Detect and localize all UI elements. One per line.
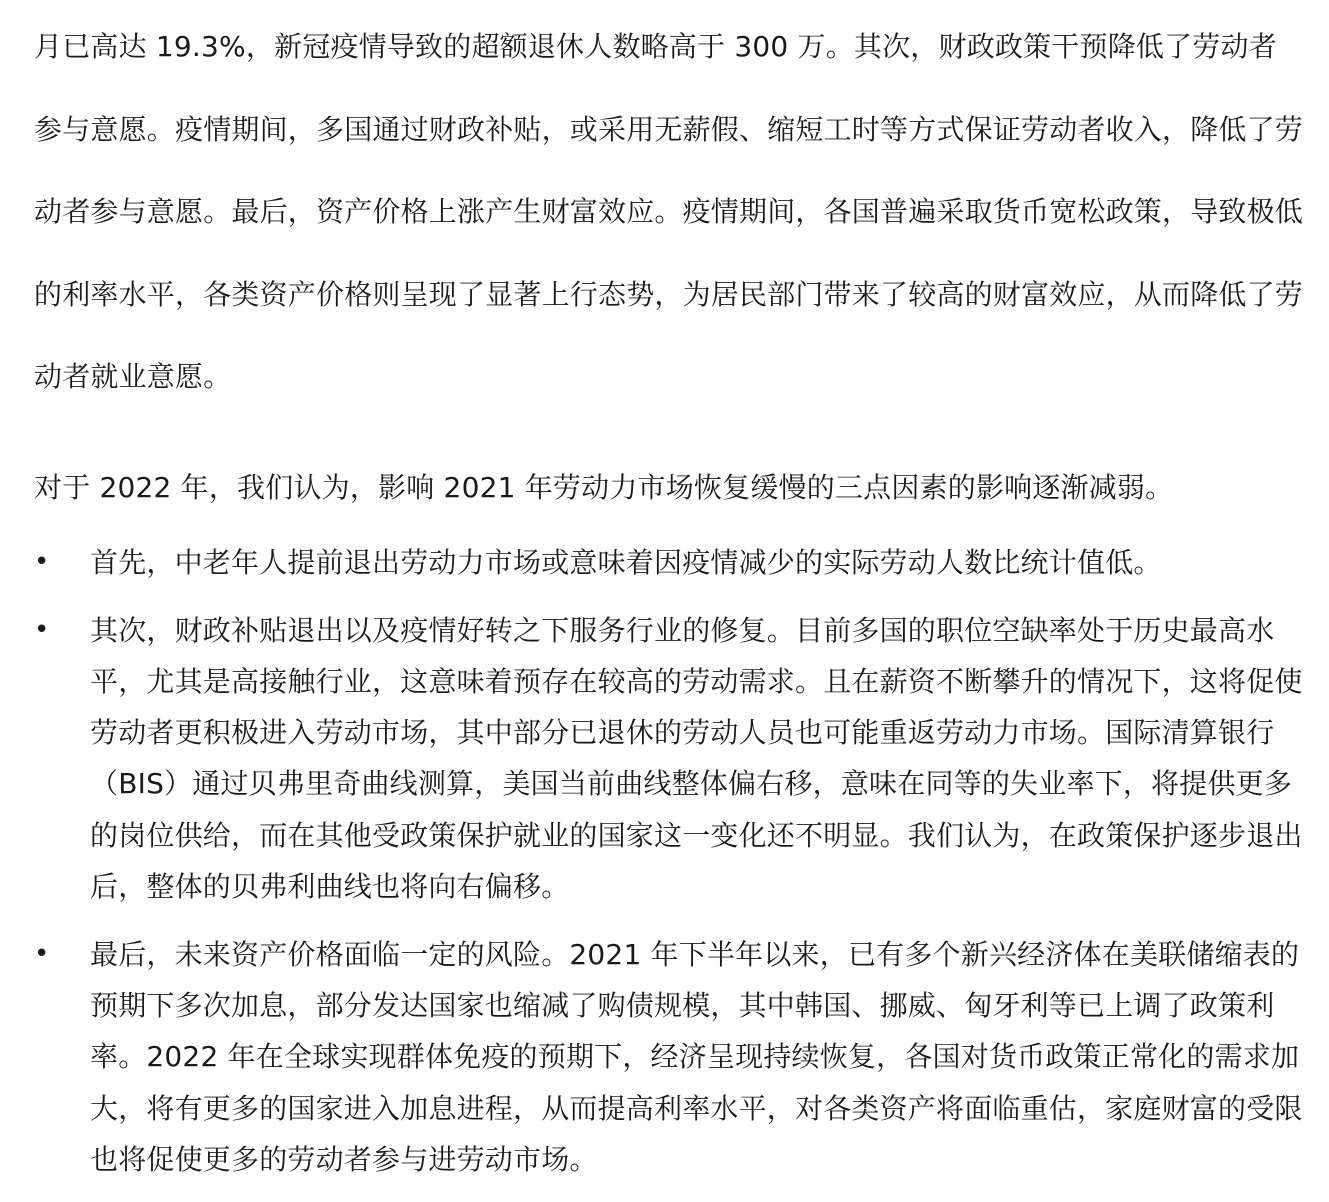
list-item [34,537,1304,588]
intro-paragraph: 月已高达 19.3%，新冠疫情导致的超额退休人数略高于 300 万。其次，财政政策干预降低了劳动者参与意愿。疫情期间，多国通过财政补贴，或采用无薪假、缩短工时等方式保证劳动者收入，降低了劳动者参与意愿。最后，资产价格上涨产生财富效应。疫情期间，各国普遍采取货币宽松政策，导致极低的利率水平，各类资产价格则呈现了显著上行态势，为居民部门带来了较高的财富效应，从而降低了劳动者就业意愿。 [34,30,1304,393]
list-item [34,929,1304,1185]
list-item [34,605,1304,912]
list-item-text: 首先，中老年人提前退出劳动力市场或意味着因疫情减少的实际劳动人数比统计值低。 [90,545,1162,579]
bullet-icon: • [34,546,50,577]
bullet-icon: • [34,938,50,969]
document-body [34,0,1304,1202]
bullet-list [34,515,1304,1185]
list-item-text: 其次，财政补贴退出以及疫情好转之下服务行业的修复。目前多国的职位空缺率处于历史最高水平，尤其是高接触行业，这意味着预存在较高的劳动需求。且在薪资不断攀升的情况下，这将促使劳动者更积极进入劳动市场，其中部分已退休的劳动人员也可能重返劳动力市场。国际清算银行（BIS）通过贝弗里奇曲线测算，美国当前曲线整体偏右移，意味在同等的失业率下，将提供更多的岗位供给，而在其他受政策保护就业的国家这一变化还不明显。我们认为，在政策保护逐步退出后，整体的贝弗利曲线也将向右偏移。 [90,613,1303,903]
list-item-text: 最后，未来资产价格面临一定的风险。2021 年下半年以来，已有多个新兴经济体在美联储缩表的预期下多次加息，部分发达国家也缩减了购债规模，其中韩国、挪威、匈牙利等已上调了政策利率。2022 年在全球实现群体免疫的预期下，经济呈现持续恢复，各国对货币政策正常化的需求加大，将有更多的国家进入加息进程，从而提高利率水平，对各类资产将面临重估，家庭财富的受限也将促使更多的劳动者参与进劳动市场。 [90,937,1303,1176]
lead-paragraph: 对于 2022 年，我们认为，影响 2021 年劳动力市场恢复缓慢的三点因素的影响逐渐减弱。 [34,470,1174,504]
bullet-icon: • [34,614,50,645]
